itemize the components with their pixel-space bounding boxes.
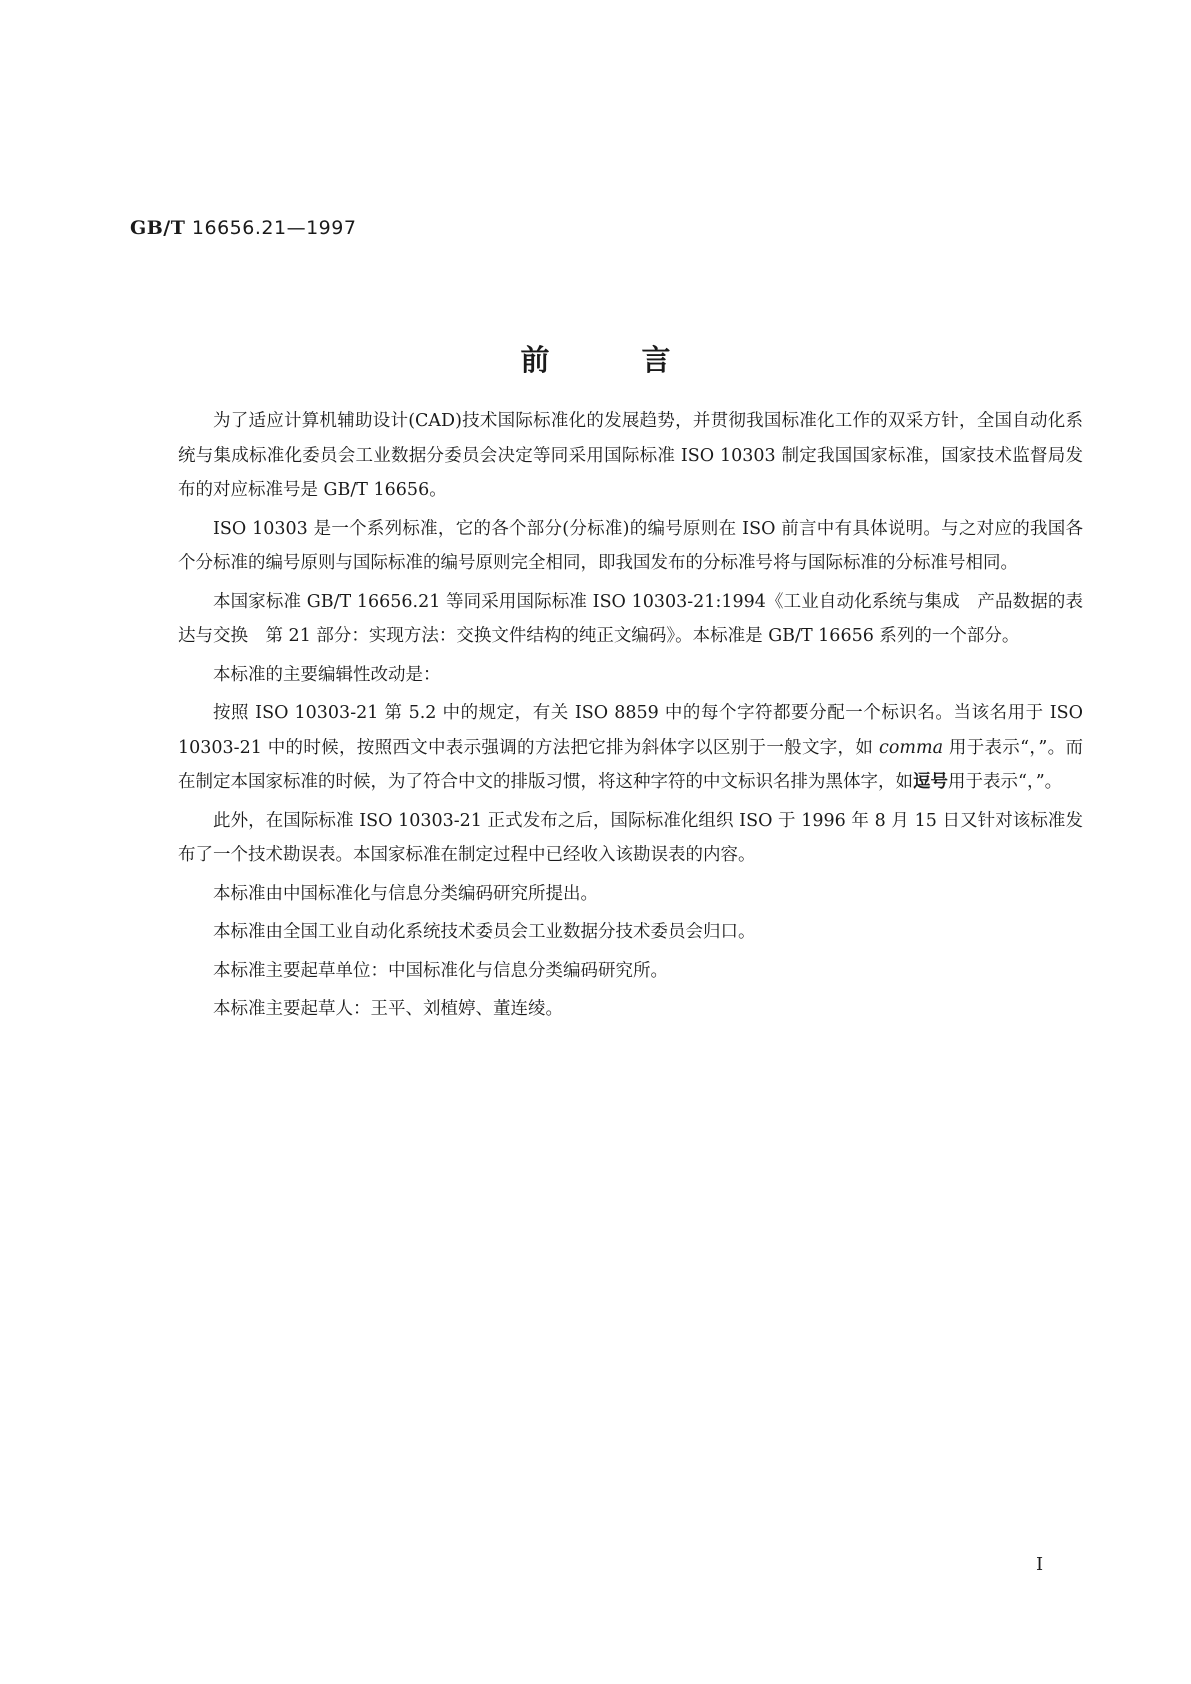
paragraph-9: 本标准主要起草单位：中国标准化与信息分类编码研究所。 [213,960,668,981]
standard-code: 16656.21—1997 [185,217,357,239]
paragraph-4: 本标准的主要编辑性改动是： [213,664,441,685]
title-char-2: 言 [641,343,671,377]
paragraph-8: 本标准由全国工业自动化系统技术委员会工业数据分技术委员会归口。 [213,922,756,942]
page-title [0,338,1191,379]
paragraph-5-part-b: 用于表示“，”。而在制定本国家标准的时候，为了符合中文的排版习惯，将这种字符的中文标识名排为黑体字，如 [178,737,1083,792]
paragraph-5-bold-term: 逗号 [913,772,948,792]
foreword-body [178,404,1083,1031]
paragraph-7: 本标准由中国标准化与信息分类编码研究所提出。 [213,883,598,904]
paragraph-5 [178,696,1083,800]
standard-number [130,217,356,239]
paragraph-3: 本国家标准 GB/T 16656.21 等同采用国际标准 ISO 10303-21:1994《工业自动化系统与集成 产品数据的表达与交换 第 21 部分：实现方法：交换文件结构的纯正文编码》。本标准是 GB/T 16656 系列的一个部分。 [178,591,1083,646]
standard-prefix: GB/T [130,217,186,239]
paragraph-5-part-c: 用于表示“，”。 [948,772,1063,792]
paragraph-5-italic-term: comma [879,737,944,758]
paragraph-5-part-a: 按照 ISO 10303-21 第 5.2 中的规定，有关 ISO 8859 中的每个字符都要分配一个标识名。当该名用于 ISO 10303-21 中的时候，按照西文中表示强调的方法把它排为斜体字以区别于一般文字，如 [178,703,1083,758]
title-char-1: 前 [520,343,550,377]
page-number: I [1036,1554,1044,1575]
paragraph-10: 本标准主要起草人：王平、刘植婷、董连绫。 [213,999,563,1019]
paragraph-2: ISO 10303 是一个系列标准，它的各个部分(分标准)的编号原则在 ISO 前言中有具体说明。与之对应的我国各个分标准的编号原则与国际标准的编号原则完全相同，即我国发布的分标准号将与国际标准的分标准号相同。 [178,518,1083,573]
paragraph-1: 为了适应计算机辅助设计(CAD)技术国际标准化的发展趋势，并贯彻我国标准化工作的双采方针，全国自动化系统与集成标准化委员会工业数据分委员会决定等同采用国际标准 ISO 10303 制定我国国家标准，国家技术监督局发布的对应标准号是 GB/T 16656。 [178,411,1083,500]
paragraph-6: 此外，在国际标准 ISO 10303-21 正式发布之后，国际标准化组织 ISO 于 1996 年 8 月 15 日又针对该标准发布了一个技术勘误表。本国家标准在制定过程中已经收入该勘误表的内容。 [178,810,1083,865]
